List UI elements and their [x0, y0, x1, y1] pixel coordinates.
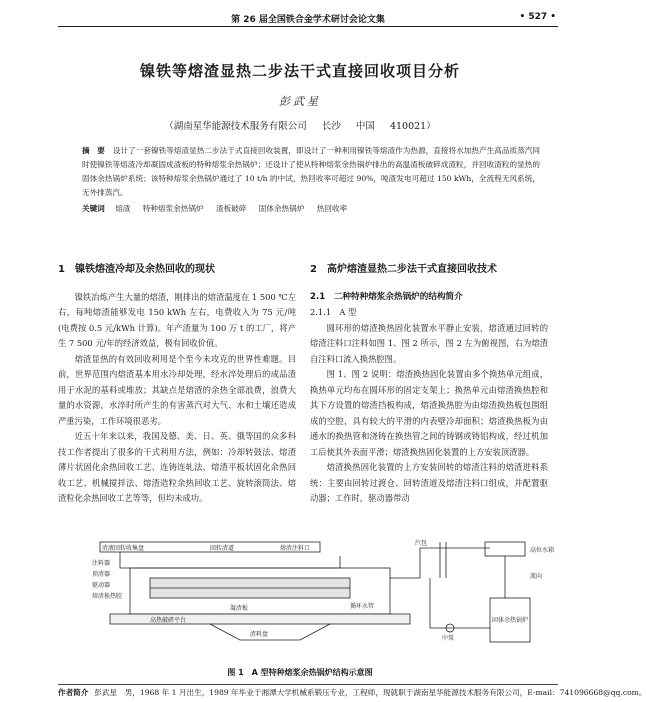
- section-heading-2: 2 高炉熔渣显热二步法干式直接回收技术: [310, 264, 497, 275]
- label-water: 汽包: [415, 540, 428, 547]
- label-slag-heat: 熔渣换热腔: [92, 593, 123, 600]
- abstract-label: 摘 要: [82, 146, 105, 155]
- label-inlet: 熔渣注料口: [280, 545, 311, 552]
- label-boiler: 固体余热锅炉: [492, 617, 529, 624]
- section-heading-1: 1 镍铁熔渣冷却及余热回收的现状: [58, 264, 215, 275]
- abstract-text: 设计了一套镍铁等熔渣显热二步法干式直接回收装置，即设计了一种利用镍铁等熔渣作为热源，直接将水加热产生高品质蒸汽同时使镍铁等熔渣冷却凝固成渣板的特种熔浆余热锅炉；还设计了使从特种熔浆余热锅炉排出的高温渣板破碎成渣粒，并回收渣粒的显热的固体余热锅炉系统；该特种熔浆余热锅炉通过了 10 t/h 的中试，热回收率可超过 90%，吨渣发电可超过 150 kWh，全流程无风系统，无外排蒸汽。: [82, 146, 541, 197]
- conference-title: 第 26 届全国铁合金学术研讨会论文集: [231, 15, 385, 25]
- label-crusher: 高热破碎平台: [150, 617, 187, 624]
- affiliation-org: （湖南星华能源技术服务有限公司: [164, 121, 307, 132]
- label-ejector: 顶渣器: [92, 571, 111, 578]
- label-pump: 中泵: [442, 635, 455, 642]
- keyword: 热回收率: [316, 204, 348, 213]
- keyword: 渣板破碎: [215, 204, 247, 213]
- keyword: 特种熔浆余热锅炉: [142, 204, 204, 213]
- keyword: 熔渣: [115, 204, 131, 213]
- label-plate: 凝渣板: [230, 605, 249, 612]
- rotary-channel: [120, 552, 340, 568]
- boiler-structure-diagram: [90, 538, 560, 646]
- author-footnote: [58, 684, 646, 702]
- label-injector: 注料器: [92, 560, 111, 567]
- affiliation: [0, 118, 600, 132]
- affiliation-city: 长沙: [321, 121, 341, 132]
- label-tank: 高位水箱: [530, 547, 555, 554]
- left-column: [58, 262, 296, 507]
- label-tray: 渣料盘: [250, 631, 269, 638]
- paragraph: 近五十年来以来，我国及德、美、日、英、俄等国的众多科技工作者提出了很多的干式利用方法，例如：冷却转鼓法、熔渣薄片状固化余热回收工艺、连铸连轧法、熔渣平板状固化余热回收工艺、机械搅拌法、熔渣造粒余热回收工艺、旋转滚筒法、熔渣粒化余热回收工艺等等，但均未成功。: [58, 431, 296, 503]
- abstract: [82, 144, 540, 200]
- keywords-label: 关键词: [82, 204, 105, 213]
- label-flow: 流向: [530, 573, 543, 580]
- author-name: 彭武星: [279, 95, 321, 108]
- high-water-tank: [485, 542, 525, 556]
- affiliation-postcode: 410021）: [389, 121, 436, 132]
- paragraph: 熔渣换热固化装置的上方安装回转的熔渣注料的熔渣进料系统：主要由回转过渡仓、回转渣道及熔渣注料口组成，并配置驱动器；工作时，驱动器带动: [310, 462, 548, 503]
- subsection-heading: 2.1 二种特种熔浆余热锅炉的结构简介: [310, 291, 463, 302]
- figure-caption: 图 1 A 型特种熔浆余热锅炉结构示意图: [227, 668, 373, 677]
- paragraph: 图 1、图 2 说明：熔渣换热固化装置由多个换热单元组成，换热单元均布在圆环形的固定支架上；换热单元由熔渣换热腔和其下方设置的熔渣挡板构成，熔渣换热腔为由熔渣换热板包围组成的空腔，具有较大的平滑的内表壁冷却面积；熔渣换热板为由通水的换热管和浇铸在换热管之间的铸钢或铸铝构成，经过机加工后使其外表面平滑；熔渣换热固化装置的上方安装顶渣器。: [310, 369, 548, 457]
- footnote-text: 彭武星 男，1968 年 1 月出生，1989 年毕业于湘潭大学机械系锻压专业，工程师，现就职于湖南星华能源技术服务有限公司，E-mail：741096668@qq.com。: [94, 688, 646, 697]
- label-drive: 驱动器: [92, 582, 111, 589]
- label-rotary-slag: 回转渣道: [210, 545, 235, 552]
- keywords: [82, 203, 540, 214]
- paragraph: 镍铁冶炼产生大量的熔渣，刚排出的熔渣温度在 1 500 ℃左右，每吨熔渣能够发电 150 kWh 左右，电费收入为 75 元/吨(电费按 0.5 元/kWh 计算)。年产渣量为 100 万 t 的工厂，将产生 7 500 元/年的经济效益，极有回收价值。: [58, 291, 296, 348]
- paper-title: 镍铁等熔渣显热二步法干式直接回收项目分析: [139, 62, 460, 80]
- paragraph: 圆环形的熔渣换热固化装置水平静止安装，熔渣通过回转的熔渣注料口注料如图 1、图 2 所示，图 2 左为俯视图，右为熔渣自注料口流入换热腔图。: [310, 322, 548, 364]
- slag-hopper: [210, 624, 330, 640]
- keyword: 固体余热锅炉: [258, 204, 305, 213]
- footnote-label: 作者简介: [58, 688, 89, 697]
- right-column: [310, 262, 548, 507]
- running-header: [58, 10, 558, 27]
- label-water-line: 循环水管: [350, 603, 375, 610]
- subsubsection-heading: 2.1.1 A 型: [310, 307, 357, 317]
- affiliation-country: 中国: [355, 121, 375, 132]
- paragraph: 熔渣显热的有效回收利用是个至今未攻克的世界性难题。目前，世界范围内熔渣基本用水冷却处理，经水淬处理后的成品渣用于水泥的基料或堆放；其缺点是熔渣的余热全部浪费，浪费大量的水资源，水淬时所产生的有害蒸汽对大气、水和土壤还造成严重污染，工作环境很恶劣。: [58, 353, 296, 426]
- page-number: • 527 •: [519, 12, 556, 22]
- label-collection: 渣液回转收集盘: [102, 545, 145, 552]
